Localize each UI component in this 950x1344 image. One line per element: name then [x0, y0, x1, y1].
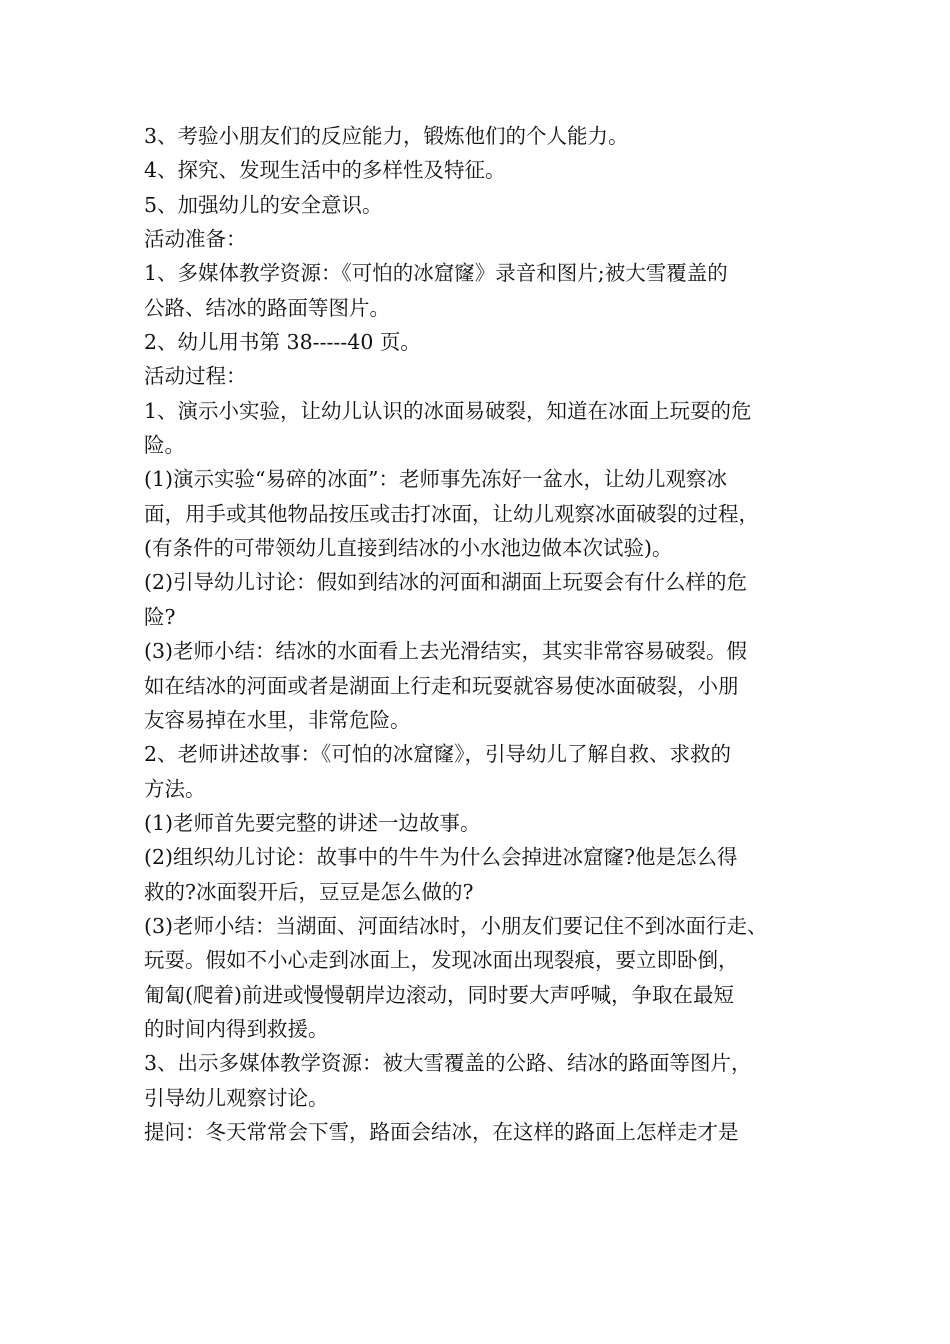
text-line: 2、幼儿用书第 38-----40 页。: [144, 330, 421, 355]
text-line: (2)引导幼儿讨论：假如到结冰的河面和湖面上玩耍会有什么样的危: [144, 570, 748, 595]
text-line: 险?: [144, 604, 176, 629]
text-line: 救的?冰面裂开后，豆豆是怎么做的?: [144, 879, 474, 904]
text-line: 友容易掉在水里，非常危险。: [144, 707, 411, 732]
text-line: 的时间内得到救援。: [144, 1016, 329, 1041]
text-line: (1)老师首先要完整的讲述一边故事。: [144, 810, 481, 835]
text-line: 3、出示多媒体教学资源：被大雪覆盖的公路、结冰的路面等图片，: [144, 1051, 752, 1076]
text-line: 4、探究、发现生活中的多样性及特征。: [144, 158, 506, 183]
text-line: (3)老师小结：当湖面、河面结冰时，小朋友们要记住不到冰面行走、: [144, 913, 768, 938]
text-line: 如在结冰的河面或者是湖面上行走和玩耍就容易使冰面破裂，小朋: [144, 673, 739, 698]
text-line: 1、多媒体教学资源：《可怕的冰窟窿》录音和图片;被大雪覆盖的: [144, 261, 728, 286]
text-line: 玩耍。假如不小心走到冰面上，发现冰面出现裂痕，要立即卧倒，: [144, 948, 739, 973]
text-line: (3)老师小结：结冰的水面看上去光滑结实，其实非常容易破裂。假: [144, 639, 748, 664]
text-line: 匍匐(爬着)前进或慢慢朝岸边滚动，同时要大声呼喊，争取在最短: [144, 982, 734, 1007]
text-line: 提问：冬天常常会下雪，路面会结冰，在这样的路面上怎样走才是: [144, 1119, 739, 1144]
text-line: (有条件的可带领幼儿直接到结冰的小水池边做本次试验)。: [144, 536, 673, 561]
text-line: (2)组织幼儿讨论：故事中的牛牛为什么会掉进冰窟窿?他是怎么得: [144, 845, 738, 870]
document-body: [144, 119, 834, 1149]
section-heading: 活动准备：: [144, 227, 247, 252]
text-line: 方法。: [144, 776, 206, 801]
text-line: 1、演示小实验，让幼儿认识的冰面易破裂，知道在冰面上玩耍的危: [144, 398, 752, 423]
text-line: 2、老师讲述故事：《可怕的冰窟窿》，引导幼儿了解自救、求救的: [144, 742, 732, 767]
text-line: 面，用手或其他物品按压或击打冰面，让幼儿观察冰面破裂的过程，: [144, 501, 759, 526]
section-heading: 活动过程：: [144, 364, 247, 389]
text-line: (1)演示实验“易碎的冰面”：老师事先冻好一盆水，让幼儿观察冰: [144, 467, 727, 492]
text-line: 引导幼儿观察讨论。: [144, 1085, 329, 1110]
text-line: 5、加强幼儿的安全意识。: [144, 192, 383, 217]
text-line: 险。: [144, 433, 185, 458]
text-line: 公路、结冰的路面等图片。: [144, 295, 390, 320]
text-line: 3、考验小朋友们的反应能力，锻炼他们的个人能力。: [144, 124, 629, 148]
